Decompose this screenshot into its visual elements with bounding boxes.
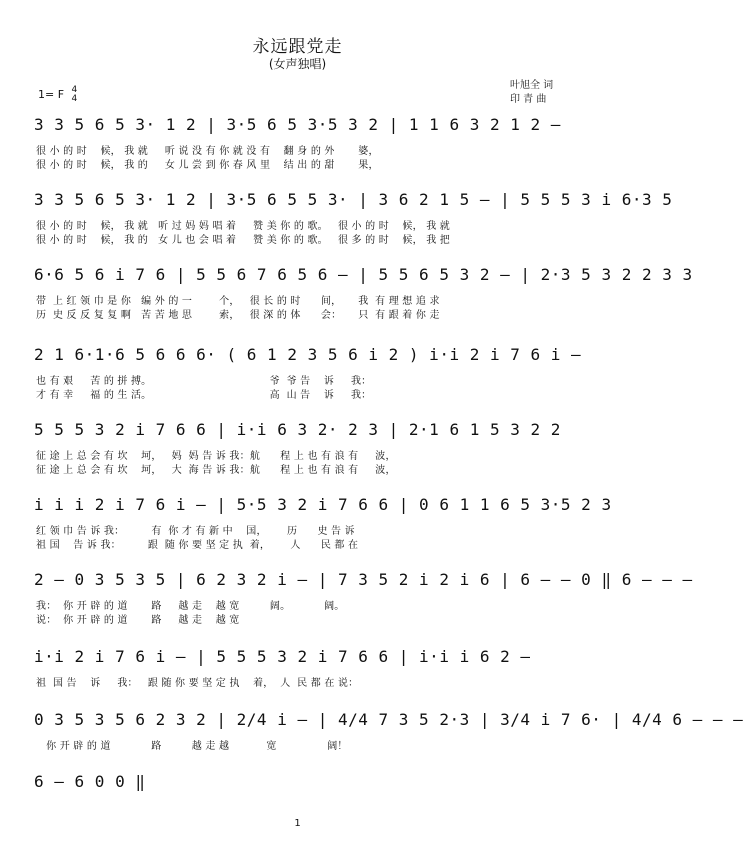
score-row-7 [0, 570, 693, 650]
melody-line: 2 1 6·1·6 5 6 6 6· ( 6 1 2 3 5 6 i 2 ) i·i 2 i 7 6 i – [34, 345, 582, 364]
melody-line: 0 3 5 3 5 6 2 3 2 | 2/4 i – | 4/4 7 3 5 2·3 | 3/4 i 7 6· | 4/4 6 – – – [34, 710, 743, 729]
song-subtitle: (女声独唱) [268, 57, 327, 71]
lyric-verse-1: 很 小 的 时 候， 我 就 听 过 妈 妈 唱 着 赞 美 你 的 歌。 很 小 的 时 候， 我 就 [36, 221, 450, 232]
melody-line: 2 – 0 3 5 3 5 | 6 2 3 2 i – | 7 3 5 2 i 2 i 6 | 6 – – 0 ‖ 6 – – – [34, 570, 693, 589]
lyric-verse-1: 很 小 的 时 候， 我 就 听 说 没 有 你 就 没 有 翻 身 的 外 婆， [36, 146, 379, 157]
time-signature-bottom: 4 [71, 94, 78, 104]
key-signature [38, 86, 77, 104]
score-row-4 [0, 345, 595, 425]
lyric-verse-1: 我： 你 开 辟 的 道 路 越 走 越 宽 阔。 阔。 [36, 601, 345, 612]
lyric-verse-1: 带 上 红 领 巾 是 你 编 外 的 一 个， 很 长 的 时 间， 我 有 理 想 追 求 [36, 296, 440, 307]
page-number: 1 [294, 818, 301, 829]
melody-line: 6·6 5 6 i 7 6 | 5 5 6 7 6 5 6 – | 5 5 6 5 3 2 – | 2·3 5 3 2 2 3 3 [34, 265, 693, 284]
melody-line: 6 – 6 0 0 ‖ [34, 772, 146, 791]
score-row-6 [0, 495, 612, 575]
melody-line: 5 5 5 3 2 i 7 6 6 | i·i 6 3 2· 2 3 | 2·1 6 1 5 3 2 2 [34, 420, 561, 439]
score-row-2 [0, 190, 673, 270]
lyric-verse-1: 征 途 上 总 会 有 坎 坷， 妈 妈 告 诉 我：航 程 上 也 有 浪 有 波， [36, 451, 396, 462]
lyric-verse-2: 说： 你 开 辟 的 道 路 越 走 越 宽 [36, 615, 240, 626]
score-row-1 [0, 115, 595, 195]
score-row-3 [0, 265, 693, 345]
song-title: 永远跟党走 [252, 37, 343, 57]
score-row-5 [0, 420, 595, 500]
time-signature-top: 4 [71, 85, 78, 95]
time-signature [72, 86, 78, 104]
lyric-verse-1: 红 领 巾 告 诉 我： 有 你 才 有 新 中 国， 历 史 告 诉 [36, 526, 355, 537]
lyric-verse-1: 也 有 艰 苦 的 拼 搏。 爷 爷 告 诉 我： [36, 376, 372, 387]
lyric-verse-2: 很 小 的 时 候， 我 的 女 儿 也 会 唱 着 赞 美 你 的 歌。 很 多 的 时 候， 我 把 [36, 235, 450, 246]
lyric-verse-1: 你 开 辟 的 道 路 越 走 越 宽 阔！ [36, 741, 348, 752]
melody-line: i i i 2 i 7 6 i – | 5·5 3 2 i 7 6 6 | 0 6 1 1 6 5 3·5 2 3 [34, 495, 612, 514]
lyric-verse-1: 祖 国 告 诉 我： 跟 随 你 要 坚 定 执 着， 人 民 都 在 说： [36, 678, 359, 689]
lyric-verse-2: 祖 国 告 诉 我： 跟 随 你 要 坚 定 执 着， 人 民 都 在 [36, 540, 359, 551]
melody-line: 3 3 5 6 5 3· 1 2 | 3·5 6 5 3·5 3 2 | 1 1 6 3 2 1 2 – [34, 115, 561, 134]
lyricist-credit: 叶旭全 词 [510, 80, 554, 91]
lyric-verse-2: 历 史 反 反 复 复 啊 苦 苦 地 思 索， 很 深 的 体 会： 只 有 跟 着 你 走 [36, 310, 440, 321]
composer-credit: 印 青 曲 [510, 94, 547, 105]
score-row-10 [0, 772, 595, 852]
key-label: 1= F [38, 88, 65, 101]
melody-line: 3 3 5 6 5 3· 1 2 | 3·5 6 5 5 3· | 3 6 2 1 5 – | 5 5 5 3 i 6·3 5 [34, 190, 673, 209]
lyric-verse-2: 才 有 幸 福 的 生 活。 高 山 告 诉 我： [36, 390, 372, 401]
melody-line: i·i 2 i 7 6 i – | 5 5 5 3 2 i 7 6 6 | i·i i 6 2 – [34, 647, 531, 666]
lyric-verse-2: 征 途 上 总 会 有 坎 坷， 大 海 告 诉 我：航 程 上 也 有 浪 有 波， [36, 465, 396, 476]
lyric-verse-2: 很 小 的 时 候， 我 的 女 儿 尝 到 你 春 风 里 结 出 的 甜 果， [36, 160, 379, 171]
